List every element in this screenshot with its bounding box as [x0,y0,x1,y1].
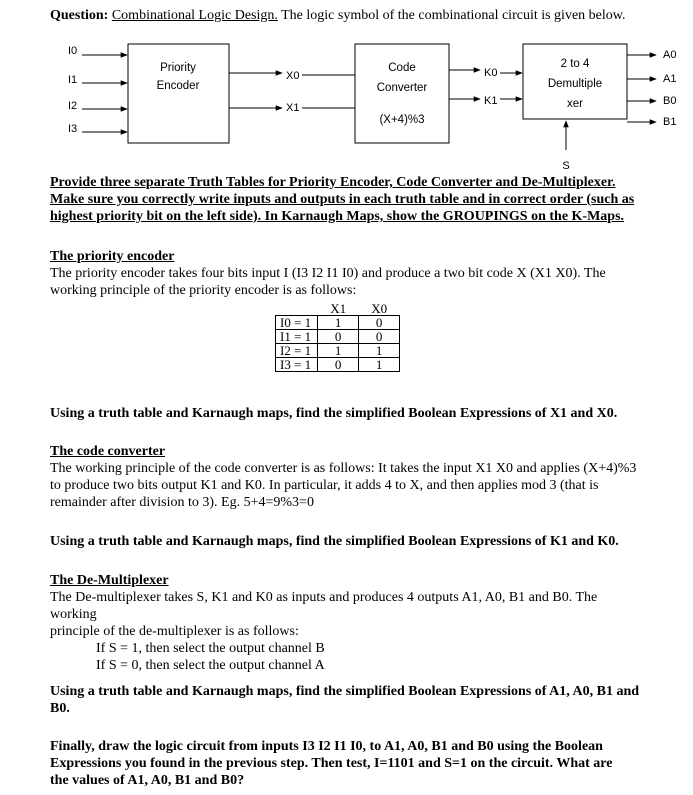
table-row: I2 = 1 1 1 [276,344,400,358]
priority-encoder-box [128,44,229,143]
instruction-line-2: Make sure you correctly write inputs and outputs in each truth table and in correct order (such as [50,192,635,207]
code-converter-label-1: Code [388,62,416,74]
final-line-1: Finally, draw the logic circuit from inputs I3 I2 I1 I0, to A1, A0, B1 and B0 using the Boolean [50,739,603,754]
priority-encoder-line-1: The priority encoder takes four bits input I (I3 I2 I1 I0) and produce a two bit code X (X1 X0). The [50,266,606,281]
logic-symbol-diagram [0,0,693,180]
final-line-3: the values of A1, A0, B1 and B0? [50,773,245,788]
demux-output-label-a1: A1 [663,73,677,85]
table-row: I0 = 1 1 0 [276,316,400,330]
cc-output-label-k1: K1 [484,95,498,107]
instructions [50,174,640,225]
code-converter-line-1: The working principle of the code converter is as follows: It takes the input X1 X0 and applies (X+4)%3 [50,461,637,476]
priority-encoder-label-2: Encoder [156,80,200,92]
priority-encoder-heading: The priority encoder [50,249,175,264]
question-text: The logic symbol of the combinational circuit is given below. [277,8,626,23]
demux-task-line-2: B0. [50,701,70,716]
code-converter-formula: (X+4)%3 [379,114,425,126]
code-converter-label-2: Converter [376,82,428,94]
table-row: I1 = 1 0 0 [276,330,400,344]
input-label-i0: I0 [68,45,78,57]
final-section [50,738,640,789]
table-header-x1: X1 [330,301,347,316]
cc-output-label-k0: K0 [484,67,498,79]
pe-output-label-x1: X1 [286,102,300,114]
demux-label-3: xer [567,98,583,110]
pe-output-label-x0: X0 [286,70,300,82]
demux-task-line-1: Using a truth table and Karnaugh maps, find the simplified Boolean Expressions of A1, A0, B1 and [50,684,640,699]
select-label: S [562,160,570,172]
table-header-x0: X0 [371,301,388,316]
instruction-line-3: highest priority bit on the left side). In Karnaugh Maps, show the GROUPINGS on the K-Maps. [50,209,625,224]
code-converter-section [50,443,640,511]
input-label-i3: I3 [68,123,78,135]
priority-encoder-label-1: Priority [160,62,196,74]
priority-encoder-line-2: working principle of the priority encoder is as follows: [50,283,357,298]
question-topic: Combinational Logic Design. [111,8,278,23]
question-label: Question: [50,8,109,23]
instruction-line-1: Provide three separate Truth Tables for Priority Encoder, Code Converter and De-Multiplexer. [50,175,616,190]
demux-rule-2: If S = 0, then select the output channel A [96,658,325,673]
code-converter-line-3: remainder after division to 3). Eg. 5+4=9%3=0 [50,495,314,510]
table-row: I3 = 1 0 1 [276,358,400,372]
code-converter-line-2: to produce two bits output K1 and K0. In particular, it adds 4 to X, and then applies mod 3 (that is [50,478,599,493]
demux-label-1: 2 to 4 [560,58,590,70]
input-label-i1: I1 [68,74,78,86]
demux-output-label-b0: B0 [663,95,677,107]
priority-encoder-section [50,248,640,299]
priority-encoder-table [275,302,400,372]
demux-section [50,572,640,674]
demux-line-2: principle of the de-multiplexer is as follows: [50,624,299,639]
demux-line-1: The De-multiplexer takes S, K1 and K0 as inputs and produces 4 outputs A1, A0, B1 and B0. The working [50,590,598,622]
input-label-i2: I2 [68,100,78,112]
code-converter-task: Using a truth table and Karnaugh maps, find the simplified Boolean Expressions of K1 and K0. [50,534,619,549]
demux-output-label-b1: B1 [663,116,677,128]
demux-task [50,683,640,717]
code-converter-heading: The code converter [50,444,166,459]
priority-encoder-task: Using a truth table and Karnaugh maps, find the simplified Boolean Expressions of X1 and X0. [50,406,618,421]
demux-rule-1: If S = 1, then select the output channel B [96,641,325,656]
demux-label-2: Demultiple [547,78,603,90]
demux-heading: The De-Multiplexer [50,573,169,588]
demux-output-label-a0: A0 [663,49,677,61]
final-line-2: Expressions you found in the previous step. Then test, I=1101 and S=1 on the circuit. What are [50,756,613,771]
